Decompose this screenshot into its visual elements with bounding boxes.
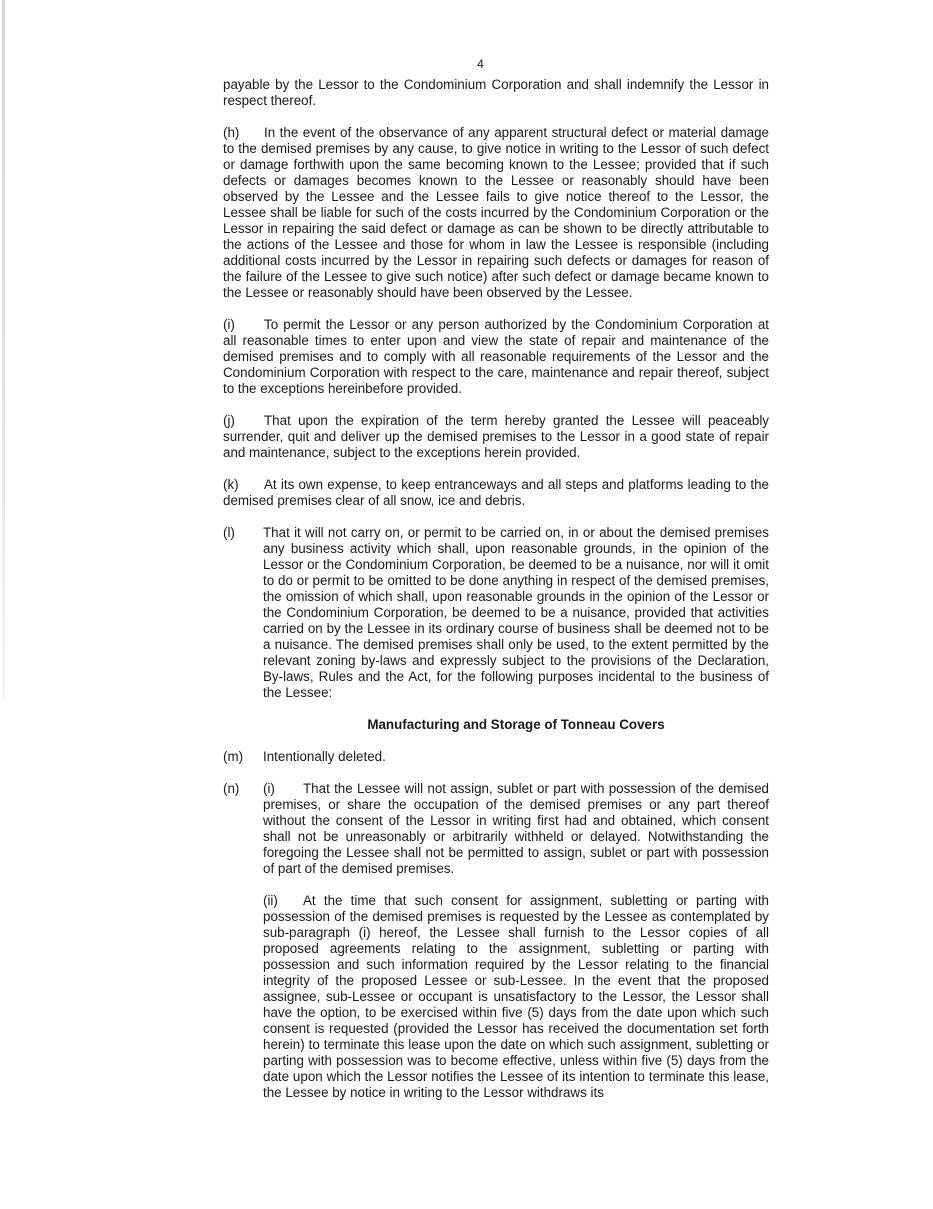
subparagraph-label: (ii) — [263, 893, 278, 908]
paragraph-continuation: payable by the Lessor to the Condominium Corporation and shall indemnify the Lessor in respect thereof. — [223, 77, 769, 108]
document-body — [223, 77, 769, 1133]
subparagraph-n-i — [263, 781, 769, 877]
paragraph-label: (l) — [223, 525, 235, 540]
paragraph-m — [223, 749, 769, 765]
paragraph-text: That upon the expiration of the term hereby granted the Lessee will peaceably surrender, quit and deliver up the demised premises to the Lessor in a good state of repair and maintenance, subject to the exceptions herein provided. — [223, 413, 769, 460]
paragraph-n — [223, 781, 769, 1117]
paragraph-text: At its own expense, to keep entranceways and all steps and platforms leading to the demised premises clear of all snow, ice and debris. — [223, 477, 769, 508]
paragraph-j — [223, 413, 769, 461]
paragraph-k — [223, 477, 769, 509]
paragraph-label: (i) — [223, 317, 235, 332]
subparagraph-text: At the time that such consent for assignment, subletting or parting with possession of the demised premises is requested by the Lessee as contemplated by sub-paragraph (i) hereof, the Lessee shall furnish to the Lessor copies of all proposed agreements relating to the assignment, subletting or parting with possession and such information required by the Lessor relating to the financial integrity of the proposed Lessee or sub-Lessee. In the event that the proposed assignee, sub-Lessee or occupant is unsatisfactory to the Lessor, the Lessor shall have the option, to be exercised within five (5) days from the date upon which such consent is requested (provided the Lessor has received the documentation set forth herein) to terminate this lease upon the date on which such assignment, subletting or parting with possession was to become effective, unless within five (5) days from the date upon which the Lessor notifies the Lessee of its intention to terminate this lease, the Lessee by notice in writing to the Lessor withdraws its — [263, 893, 769, 1100]
paragraph-h — [223, 125, 769, 301]
paragraph-n-body — [263, 781, 769, 1117]
subparagraph-n-ii — [263, 893, 769, 1101]
subparagraph-text: That the Lessee will not assign, sublet or part with possession of the demised premises, or share the occupation of the demised premises or any part thereof without the consent of the Lessor in writing first had and obtained, which consent shall not be unreasonably or arbitrarily withheld or delayed. Notwithstanding the foregoing the Lessee shall not be permitted to assign, sublet or part with possession of part of the demised premises. — [263, 781, 769, 876]
paragraph-label: (k) — [223, 477, 239, 492]
paragraph-text: Intentionally deleted. — [263, 749, 386, 764]
paragraph-text: In the event of the observance of any apparent structural defect or material damage to the demised premises by any cause, to give notice in writing to the Lessor of such defect or damage forthwith upon the same becoming known to the Lessee; provided that if such defects or damages becomes known to the Lessee or reasonably should have been observed by the Lessee and the Lessee fails to give notice thereof to the Lessor, the Lessee shall be liable for such of the costs incurred by the Condominium Corporation or the Lessor in repairing the said defect or damage as can be shown to be directly attributable to the actions of the Lessee and those for whom in law the Lessee is responsible (including additional costs incurred by the Lessor in repairing such defects or damages for reason of the failure of the Lessee to give such notice) after such defect or damage became known to the Lessee or reasonably should have been observed by the Lessee. — [223, 125, 769, 300]
subparagraph-label: (i) — [263, 781, 275, 796]
paragraph-label: (m) — [223, 749, 244, 764]
paragraph-l — [223, 525, 769, 701]
paragraph-i — [223, 317, 769, 397]
page-number: 4 — [477, 57, 484, 71]
permitted-use-heading: Manufacturing and Storage of Tonneau Covers — [367, 717, 665, 732]
paragraph-text: To permit the Lessor or any person authorized by the Condominium Corporation at all reasonable times to enter upon and view the state of repair and maintenance of the demised premises and to comply with all reasonable requirements of the Lessor and the Condominium Corporation with respect to the care, maintenance and repair thereof, subject to the exceptions hereinbefore provided. — [223, 317, 769, 396]
paragraph-text: That it will not carry on, or permit to be carried on, in or about the demised premises any business activity which shall, upon reasonable grounds, in the opinion of the Lessor or the Condominium Corporation, be deemed to be a nuisance, nor will it omit to do or permit to be omitted to be done anything in respect of the demised premises, the omission of which shall, upon reasonable grounds in the opinion of the Lessor or the Condominium Corporation, be deemed to be a nuisance, provided that activities carried on by the Lessee in its ordinary course of business shall be deemed not to be a nuisance. The demised premises shall only be used, to the extent permitted by the relevant zoning by-laws and expressly subject to the provisions of the Declaration, By-laws, Rules and the Act, for the following purposes incidental to the business of the Lessee: — [263, 525, 769, 700]
paragraph-label: (n) — [223, 781, 240, 796]
scanned-page-edge — [2, 0, 5, 700]
paragraph-label: (h) — [223, 125, 240, 140]
paragraph-label: (j) — [223, 413, 235, 428]
